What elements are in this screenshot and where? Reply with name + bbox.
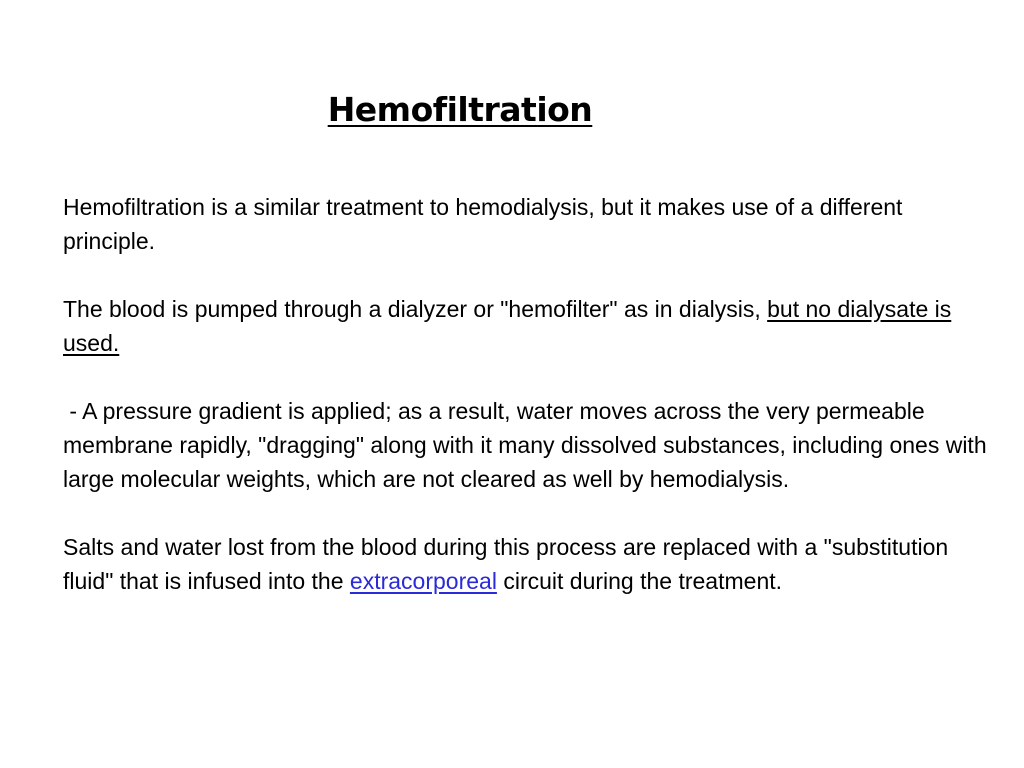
- slide-body: [63, 190, 994, 632]
- slide-title-text: Hemofiltration: [327, 90, 593, 129]
- paragraph-pressure-gradient: [63, 394, 994, 496]
- paragraph-substitution-fluid-tail: circuit during the treatment.: [496, 568, 783, 594]
- paragraph-intro: [63, 190, 988, 258]
- paragraph-blood-pump-lead: The blood is pumped through a dialyzer or "hemofilter" as in dialysis,: [63, 296, 768, 322]
- paragraph-intro-text: Hemofiltration is a similar treatment to hemodialysis, but it makes use of a different principle.: [63, 194, 903, 254]
- no-dialysate-emphasis: but no dialysate is used.: [63, 296, 952, 356]
- extracorporeal-link[interactable]: extracorporeal: [349, 568, 497, 594]
- paragraph-substitution-fluid-lead: Salts and water lost from the blood during this process are replaced with a "substitution fluid" that is infused into the: [63, 534, 949, 594]
- paragraph-blood-pump: [63, 292, 988, 360]
- paragraph-substitution-fluid: [63, 530, 988, 598]
- slide-title: [0, 88, 920, 132]
- paragraph-pressure-gradient-text: - A pressure gradient is applied; as a result, water moves across the very permeable membrane rapidly, "dragging" along with it many dissolved substances, including ones with large molecular weights, which are not cleared as well by hemodialysis.: [63, 398, 994, 492]
